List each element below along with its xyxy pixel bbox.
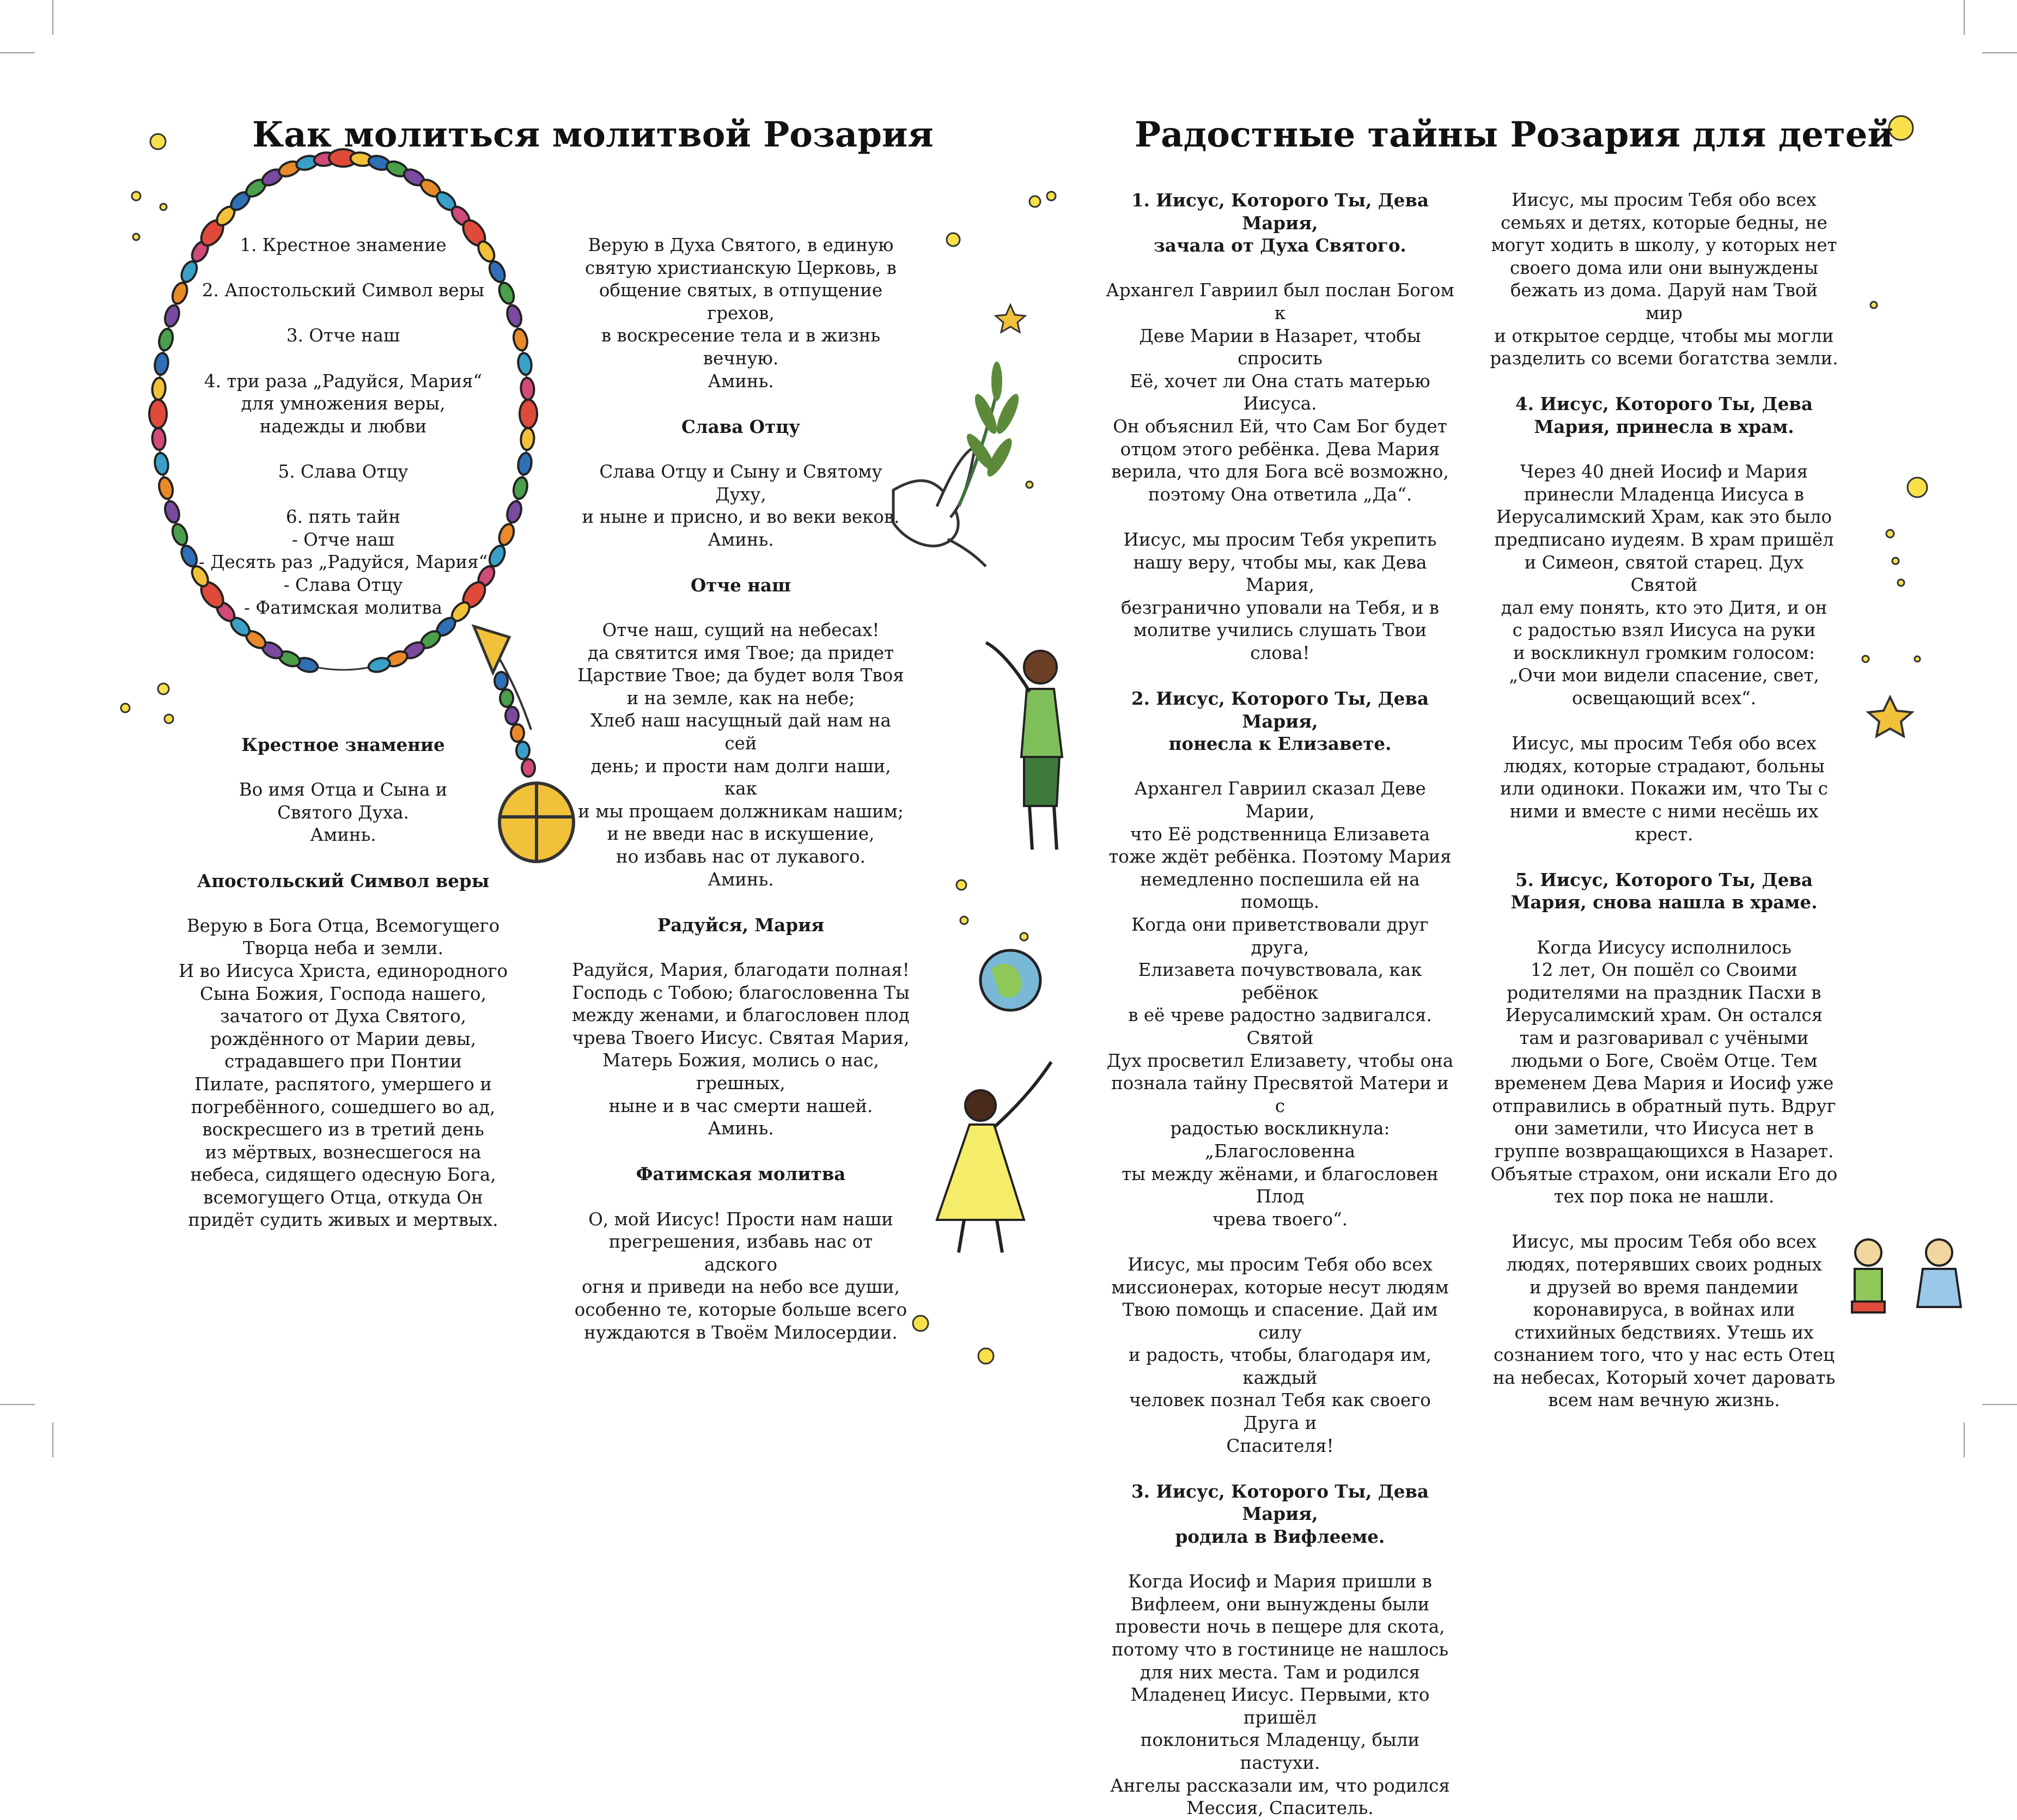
mystery-prayer: Иисус, мы просим Тебя обо всех семьях и детях, которые бедны, не могут ходить в школу, у которых нет своего дома или они вынуждены бежать из дома. Даруй нам Твой мир и открытое сердце, чтобы мы могли разделить со всеми богатства земли. [1490, 190, 1838, 369]
rosary-step: 5. Слава Отцу [278, 461, 409, 482]
mystery-text: Архангел Гавриил сказал Деве Марии, что Её родственница Елизавета тоже ждёт ребёнка. Поэтому Мария немедленно поспешила ей на помощь. Когда они приветствовали друг друга, Елизавета почувствовала, как ребёнок в её чреве радостно задвигался. Святой Дух просветил Елизавету, чтобы она познала тайну Пресвятой Матери и с радостью воскликнула: „Благословенна ты между жёнами, и благословен Плод чрева твоего“. [1106, 778, 1454, 1230]
mystery-heading: 3. Иисус, Которого Ты, Дева Мария, родила в Вифлееме. [1131, 1480, 1429, 1548]
rosary-step: 4. три раза „Радуйся, Мария“ для умножения веры, надежды и любви [204, 370, 483, 437]
section-heading: Отче наш [690, 574, 791, 596]
section-heading: Радуйся, Мария [657, 914, 825, 936]
sparkle-dot [160, 204, 167, 210]
sparkle-dot [913, 1316, 928, 1331]
rosary-bead [516, 742, 529, 759]
mystery-prayer: Иисус, мы просим Тебя обо всех людях, которые страдают, больны или одиноки. Покажи им, что Ты с ними и вместе с ними несёшь их крест. [1500, 733, 1828, 845]
rosary-step: 1. Крестное знамение [240, 235, 447, 255]
mystery-heading: 5. Иисус, Которого Ты, Дева Мария, снова нашла в храме. [1510, 869, 1818, 913]
girl-yellow-dress-icon [937, 1062, 1051, 1253]
sparkle-dot [1026, 481, 1033, 488]
sparkle-dot [1898, 579, 1904, 586]
rosary-bead [520, 400, 537, 428]
sparkle-dot [1870, 302, 1877, 308]
rosary-step: 6. пять тайн - Отче наш - Десять раз „Радуйся, Мария“ - Слава Отцу - Фатимская молитва [198, 506, 488, 618]
olive-branch-icon [959, 362, 1023, 506]
sparkle-dot [158, 683, 169, 694]
prayer-text: О, мой Иисус! Прости нам наши прегрешения, избавь нас от адского огня и приведи на небо все души, особенно те, которые больше всего нуждаются в Твоём Милосердии. [574, 1208, 907, 1343]
rosary-bead [157, 476, 175, 500]
prayer-text: Во имя Отца и Сына и Святого Духа. Аминь. [239, 779, 448, 846]
rosary-bead [151, 377, 166, 400]
rosary-bead [500, 689, 513, 707]
rosary-bead [154, 452, 169, 475]
sitting-children-icon [1852, 1239, 1961, 1312]
mystery-prayer: Иисус, мы просим Тебя обо всех миссионерах, которые несут людям Твою помощь и спасение. Дай им силу и радость, чтобы, благодаря им, каждый человек познал Тебя как своего Друга и Спасителя! [1111, 1254, 1449, 1456]
globe-icon [980, 950, 1040, 1010]
section-heading: Крестное знамение [241, 734, 445, 755]
sparkle-dot [1908, 478, 1927, 497]
mystery-heading: 2. Иисус, Которого Ты, Дева Мария, понесла к Елизавете. [1131, 688, 1429, 755]
mystery-prayer: Иисус, мы просим Тебя обо всех людях, потерявших своих родных и друзей во время пандемии коронавируса, в войнах или стихийных бедствиях. Утешь их сознанием того, что у нас есть Отец на небесах, Который хочет даровать всем нам вечную жизнь. [1492, 1231, 1836, 1411]
rosary-bead [367, 656, 392, 674]
sparkle-dot [133, 234, 139, 240]
sparkle-dot [1862, 656, 1869, 662]
prayer-text: Радуйся, Мария, благодати полная! Господь с Тобою; благословенна Ты между женами, и благословен плод чрева Твоего Иисус. Святая Мария, Матерь Божия, молись о нас, грешных, ныне и в час смерти нашей. Аминь. [572, 960, 910, 1139]
left-column-1 [174, 734, 512, 1232]
sparkle-dot [164, 714, 173, 723]
rosary-bead [517, 452, 533, 475]
rosary-bead [522, 759, 535, 777]
child-reaching-icon [986, 643, 1062, 850]
rosary-bead [511, 476, 529, 500]
rosary-bead [511, 724, 524, 742]
sparkle-dot [1047, 192, 1056, 200]
prayer-text: Слава Отцу и Сыну и Святому Духу, и ныне и присно, и во веки веков. Аминь. [582, 461, 900, 550]
rosary-bead [520, 427, 535, 450]
rosary-steps [174, 234, 512, 619]
rosary-bead [520, 377, 535, 400]
mystery-heading: 4. Иисус, Которого Ты, Дева Мария, принесла в храм. [1515, 393, 1813, 437]
sparkle-dot [947, 233, 960, 246]
rosary-bead [495, 672, 508, 689]
sparkle-dot [978, 1348, 994, 1364]
section-heading: Фатимская молитва [636, 1163, 846, 1185]
rosary-step: 2. Апостольский Символ веры [202, 280, 485, 301]
mystery-prayer: Иисус, мы просим Тебя укрепить нашу веру, чтобы мы, как Дева Мария, безгранично уповали на Тебя, и в молитве учились слушать Твои слова! [1120, 529, 1440, 663]
rosary-bead [505, 707, 519, 724]
sparkle-dot [1020, 933, 1028, 940]
sparkle-dot [121, 704, 130, 712]
mystery-text: Когда Иосиф и Мария пришли в Вифлеем, они вынуждены были провести ночь в пещере для скота, потому что в гостинице не нашлось для них места. Там и родился Младенец Иисус. Первыми, кто пришёл поклониться Младенцу, были пастухи. Ангелы рассказали им, что родился Мессия, Спаситель. [1110, 1571, 1450, 1819]
rosary-bead [151, 427, 166, 450]
prayer-text: Верую в Духа Святого, в единую святую христианскую Церковь, в общение святых, в отпущение грехов, в воскресение тела и в жизнь вечную. Аминь. [585, 235, 897, 392]
page-title-left: Как молиться молитвой Розария [252, 114, 934, 155]
sparkle-dot [1886, 530, 1894, 538]
left-column-2 [572, 234, 910, 1344]
sparkle-dot [132, 192, 141, 200]
rosary-bead [511, 327, 529, 351]
page-title-right: Радостные тайны Розария для детей [1135, 114, 1893, 155]
prayer-text: Отче наш, сущий на небесах! да святится имя Твое; да придет Царствие Твое; да будет воля Твоя и на земле, как на небе; Хлеб наш насущный дай нам на сей день; и прости нам долги наши, как и мы прощаем должникам нашим; и не введи нас в искушение, но избавь нас от лукавого. Аминь. [577, 620, 904, 890]
rosary-bead [154, 352, 169, 376]
section-heading: Слава Отцу [681, 416, 801, 437]
sparkle-dot [960, 917, 968, 924]
right-column-2 [1490, 189, 1838, 1412]
mystery-heading: 1. Иисус, Которого Ты, Дева Мария, зачала от Духа Святого. [1131, 190, 1429, 256]
mystery-text: Через 40 дней Иосиф и Мария принесли Младенца Иисуса в Иерусалимский Храм, как это было предписано иудеям. В храм пришёл и Симеон, святой старец. Дух Святой дал ему понять, кто это Дитя, и он с радостью взял Иисуса на руки и воскликнул громким голосом: „Очи мои видели спасение, свет, освещающий всех“. [1494, 461, 1834, 709]
rosary-bead [157, 327, 175, 351]
right-column-1 [1106, 189, 1454, 1820]
prayer-text: Верую в Бога Отца, Всемогущего Творца неба и земли. И во Иисуса Христа, единородного Сына Божия, Господа нашего, зачатого от Духа Святого, рождённого от Марии девы, страдавшего при Понтии Пилате, распятого, умершего и погребённого, сошедшего во ад, воскресшего из в третий день из мёртвых, вознесшегося на небеса, сидящего одесную Бога, всемогущего Отца, откуда Он придёт судить живых и мертвых. [178, 915, 508, 1231]
rosary-bead [149, 400, 167, 428]
sparkle-dot [150, 134, 166, 149]
rosary-step: 3. Отче наш [286, 325, 400, 346]
rosary-bead [517, 352, 533, 376]
sparkle-dot [1029, 196, 1040, 207]
mystery-text: Архангел Гавриил был послан Богом к Деве Марии в Назарет, чтобы спросить Её, хочет ли Она стать матерью Иисуса. Он объяснил Ей, что Сам Бог будет отцом этого ребёнка. Дева Мария верила, что для Бога всё возможно, поэтому Она ответила „Да“. [1106, 280, 1454, 505]
section-heading: Апостольский Символ веры [197, 870, 490, 891]
sparkle-dot [956, 880, 966, 890]
sparkle-dot [1915, 656, 1920, 662]
mystery-text: Когда Иисусу исполнилось 12 лет, Он пошёл со Своими родителями на праздник Пасхи в Иерусалимский храм. Он остался там и разговаривал с учёными людьми о Боге, Своём Отце. Тем временем Дева Мария и Иосиф уже отправились в обратный путь. Вдруг они заметили, что Иисуса нет в группе возвращающихся в Назарет. Объятые страхом, они искали Его до тех пор пока не нашли. [1490, 937, 1838, 1207]
sparkle-dot [1892, 558, 1899, 564]
